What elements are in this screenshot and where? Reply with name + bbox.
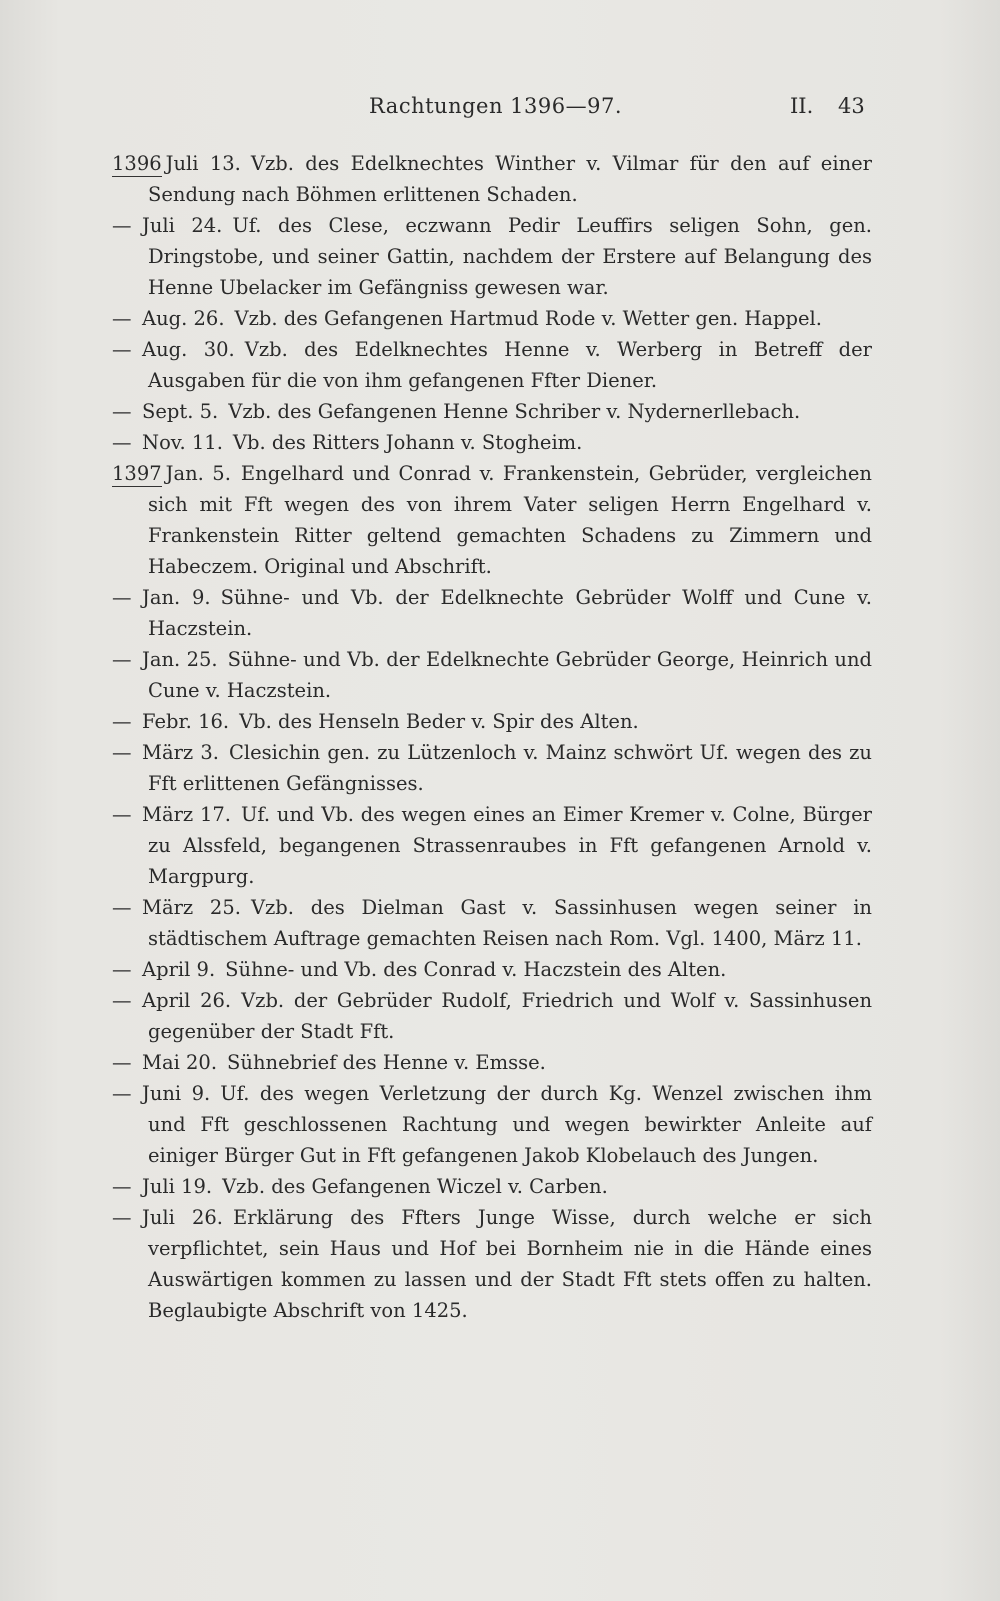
entry-text: Vzb. des Edelknechtes Henne v. Werberg in Betreff der Ausgaben für die von ihm gefangenen Ffter Diener. xyxy=(148,338,872,392)
page-number: 43 xyxy=(838,94,865,118)
entry-item xyxy=(112,582,872,644)
ditto-dash: — xyxy=(112,431,132,454)
ditto-dash: — xyxy=(112,1082,132,1105)
entry-year: 1396 xyxy=(112,152,162,175)
entry-item xyxy=(112,892,872,954)
running-title: Rachtungen 1396—97. xyxy=(369,94,622,118)
entry-date: Aug. 26. xyxy=(142,307,225,330)
entry-text: Erklärung des Ffters Junge Wisse, durch welche er sich verpflichtet, sein Haus und Hof bei Bornheim nie in die Hände eines Auswärtigen kommen zu lassen und der Stadt Fft stets offen zu halten. Beglaubigte Abschrift von 1425. xyxy=(148,1206,872,1322)
entry-item xyxy=(112,799,872,892)
entry-date: Aug. 30. xyxy=(142,338,235,361)
entry-text: Vb. des Henseln Beder v. Spir des Alten. xyxy=(239,710,639,733)
entry-text: Vzb. des Dielman Gast v. Sassinhusen wegen seiner in städtischem Auftrage gemachten Reisen nach Rom. Vgl. 1400, März 11. xyxy=(148,896,872,950)
ditto-dash: — xyxy=(112,586,132,609)
ditto-dash: — xyxy=(112,1206,132,1229)
ditto-dash: — xyxy=(112,710,132,733)
ditto-dash: — xyxy=(112,958,132,981)
entry-text: Vzb. der Gebrüder Rudolf, Friedrich und Wolf v. Sassinhusen gegenüber der Stadt Fft. xyxy=(148,989,873,1043)
ditto-dash: — xyxy=(112,1051,132,1074)
entry-date: März 17. xyxy=(142,803,231,826)
entry-text: Uf. und Vb. des wegen eines an Eimer Kremer v. Colne, Bürger zu Alssfeld, begangenen Strassenraubes in Fft gefangenen Arnold v. Margpurg. xyxy=(148,803,872,888)
ditto-dash: — xyxy=(112,400,132,423)
entry-item xyxy=(112,458,872,582)
entry-text: Clesichin gen. zu Lützenloch v. Mainz schwört Uf. wegen des zu Fft erlittenen Gefängnisses. xyxy=(148,741,872,795)
section-number: II. xyxy=(790,94,814,118)
entry-text: Uf. des Clese, eczwann Pedir Leuffirs seligen Sohn, gen. Dringstobe, und seiner Gattin, nachdem der Erstere auf Belangung des Henne Ubelacker im Gefängniss gewesen war. xyxy=(148,214,872,299)
ditto-dash: — xyxy=(112,648,132,671)
entry-list xyxy=(112,148,872,1326)
entry-date: Jan. 25. xyxy=(142,648,218,671)
ditto-dash: — xyxy=(112,803,132,826)
ditto-dash: — xyxy=(112,1175,132,1198)
entry-date: Febr. 16. xyxy=(142,710,230,733)
entry-text: Vzb. des Gefangenen Hartmud Rode v. Wetter gen. Happel. xyxy=(234,307,822,330)
entry-date: Jan. 5. xyxy=(165,462,231,485)
ditto-dash: — xyxy=(112,338,132,361)
entry-text: Sühne- und Vb. der Edelknechte Gebrüder George, Heinrich und Cune v. Haczstein. xyxy=(148,648,872,702)
entry-item xyxy=(112,148,872,210)
entry-item xyxy=(112,396,872,427)
entry-text: Vzb. des Gefangenen Wiczel v. Carben. xyxy=(222,1175,608,1198)
entry-item xyxy=(112,427,872,458)
entry-item xyxy=(112,1047,872,1078)
entry-text: Vzb. des Gefangenen Henne Schriber v. Nydernerllebach. xyxy=(228,400,801,423)
ditto-dash: — xyxy=(112,307,132,330)
entry-text: Sühnebrief des Henne v. Emsse. xyxy=(227,1051,546,1074)
entry-date: Juli 26. xyxy=(142,1206,223,1229)
page-header xyxy=(0,94,1000,124)
entry-date: März 25. xyxy=(142,896,241,919)
entry-item xyxy=(112,737,872,799)
entry-item xyxy=(112,1078,872,1171)
entry-date: April 26. xyxy=(142,989,232,1012)
entry-item xyxy=(112,706,872,737)
entry-item xyxy=(112,1202,872,1326)
entry-text: Sühne- und Vb. des Conrad v. Haczstein des Alten. xyxy=(225,958,727,981)
ditto-dash: — xyxy=(112,989,132,1012)
entry-text: Sühne- und Vb. der Edelknechte Gebrüder Wolff und Cune v. Haczstein. xyxy=(148,586,872,640)
entry-item xyxy=(112,954,872,985)
entry-item xyxy=(112,1171,872,1202)
entry-date: Juli 13. xyxy=(165,152,241,175)
entry-date: Juli 19. xyxy=(142,1175,213,1198)
entry-item xyxy=(112,210,872,303)
entry-date: Mai 20. xyxy=(142,1051,218,1074)
entry-date: Juli 24. xyxy=(142,214,223,237)
entry-item xyxy=(112,644,872,706)
entry-date: Nov. 11. xyxy=(142,431,223,454)
entry-date: April 9. xyxy=(142,958,216,981)
entry-date: Jan. 9. xyxy=(142,586,211,609)
entry-text: Uf. des wegen Verletzung der durch Kg. Wenzel zwischen ihm und Fft geschlossenen Rachtung und wegen bewirkter Anleite auf einiger Bürger Gut in Fft gefangenen Jakob Klobelauch des Jungen. xyxy=(148,1082,872,1167)
entry-item xyxy=(112,334,872,396)
entry-year: 1397 xyxy=(112,462,162,485)
entry-item xyxy=(112,303,872,334)
ditto-dash: — xyxy=(112,741,132,764)
entry-date: Juni 9. xyxy=(142,1082,211,1105)
ditto-dash: — xyxy=(112,896,132,919)
entry-text: Vb. des Ritters Johann v. Stogheim. xyxy=(232,431,583,454)
entry-date: März 3. xyxy=(142,741,219,764)
entry-date: Sept. 5. xyxy=(142,400,219,423)
entry-item xyxy=(112,985,872,1047)
entry-text: Engelhard und Conrad v. Frankenstein, Gebrüder, vergleichen sich mit Fft wegen des von ihrem Vater seligen Herrn Engelhard v. Frankenstein Ritter geltend gemachten Schadens zu Zimmern und Habeczem. Original und Abschrift. xyxy=(148,462,872,578)
ditto-dash: — xyxy=(112,214,132,237)
entry-text: Vzb. des Edelknechtes Winther v. Vilmar für den auf einer Sendung nach Böhmen erlittenen Schaden. xyxy=(148,152,872,206)
